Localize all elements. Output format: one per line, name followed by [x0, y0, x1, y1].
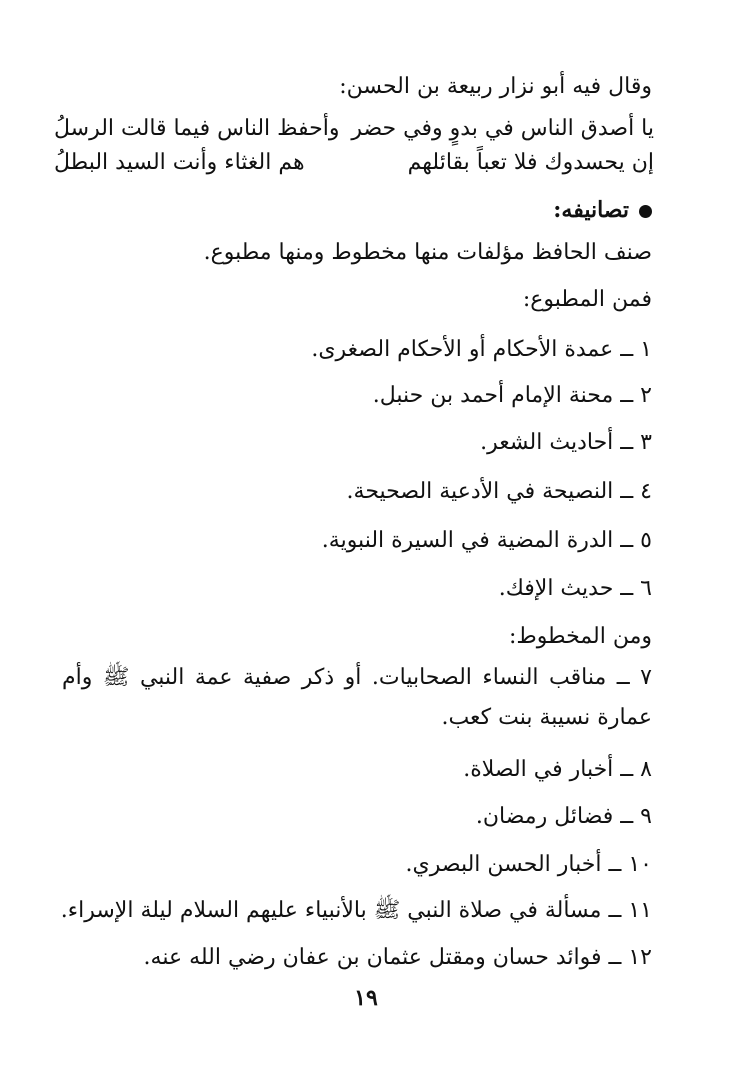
section-heading-text: تصانيفه: — [553, 197, 629, 223]
printed-label: فمن المطبوع: — [522, 287, 652, 312]
list-item: ٨ ــ أخبار في الصلاة. — [463, 757, 652, 782]
verse-second-hemistich: وأحفظ الناس فيما قالت الرسلُ — [54, 116, 340, 141]
section-intro: صنف الحافظ مؤلفات منها مخطوط ومنها مطبوع. — [203, 240, 652, 265]
list-item: ١٢ ــ فوائد حسان ومقتل عثمان بن عفان رضي الله عنه. — [143, 945, 652, 970]
bullet-icon — [639, 205, 652, 218]
list-item: ٥ ــ الدرة المضية في السيرة النبوية. — [321, 528, 652, 553]
list-item: ٩ ــ فضائل رمضان. — [475, 804, 652, 829]
section-heading — [553, 195, 652, 225]
verse-first-hemistich: إن يحسدوك فلا تعباً بقائلهم — [407, 150, 654, 175]
page-number: ١٩ — [354, 985, 378, 1011]
verse-second-hemistich: هم الغثاء وأنت السيد البطلُ — [54, 150, 305, 175]
list-item: ١١ ــ مسألة في صلاة النبي ﷺ بالأنبياء عليهم السلام ليلة الإسراء. — [60, 898, 652, 923]
list-item: ١ ــ عمدة الأحكام أو الأحكام الصغرى. — [311, 337, 652, 362]
intro-line: وقال فيه أبو نزار ربيعة بن الحسن: — [339, 74, 652, 99]
list-item: ٢ ــ محنة الإمام أحمد بن حنبل. — [372, 383, 652, 408]
poem-verse — [54, 112, 654, 146]
manuscript-label: ومن المخطوط: — [508, 624, 652, 649]
verse-first-hemistich: يا أصدق الناس في بدوٍ وفي حضر — [351, 116, 654, 141]
poem-verse — [54, 146, 654, 180]
list-item-wrapped: ٧ ــ مناقب النساء الصحابيات. أو ذكر صفية عمة النبي ﷺ وأم عمارة نسيبة بنت كعب. — [62, 665, 652, 730]
list-item: ٣ ــ أحاديث الشعر. — [480, 430, 652, 455]
list-item: ٦ ــ حديث الإفك. — [498, 576, 652, 601]
list-item: ٤ ــ النصيحة في الأدعية الصحيحة. — [346, 479, 652, 504]
list-item: ١٠ ــ أخبار الحسن البصري. — [405, 852, 652, 877]
